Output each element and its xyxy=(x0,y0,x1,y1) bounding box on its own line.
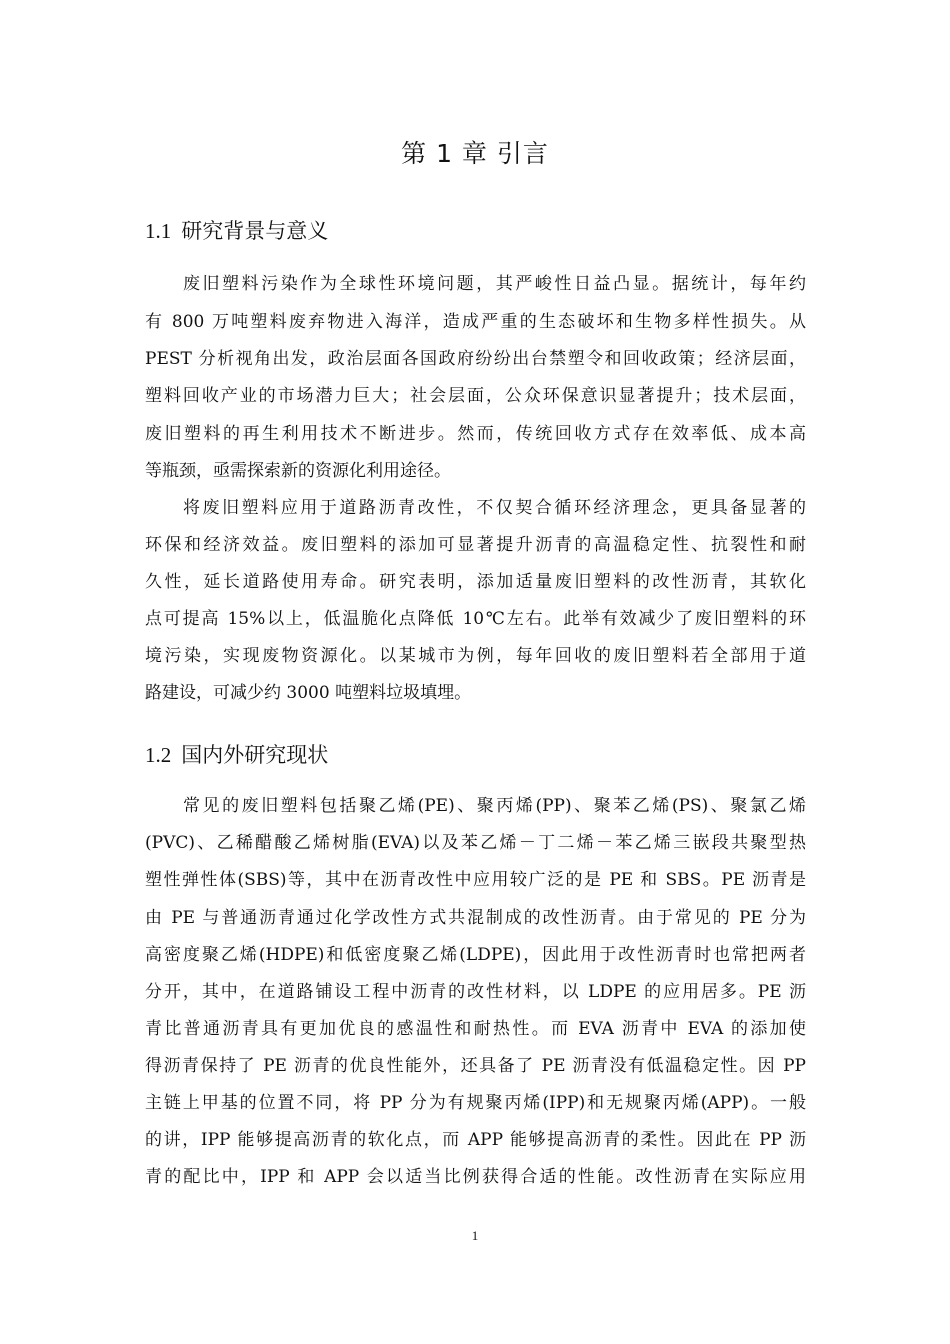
section-title: 国内外研究现状 xyxy=(181,743,329,767)
paragraph-line: 青比普通沥青具有更加优良的感温性和耐热性。而 EVA 沥青中 EVA 的添加使 xyxy=(145,1019,806,1039)
paragraph-line: 环保和经济效益。废旧塑料的添加可显著提升沥青的高温稳定性、抗裂性和耐 xyxy=(145,535,806,555)
paragraph-line: 的讲，IPP 能够提高沥青的软化点，而 APP 能够提高沥青的柔性。因此在 PP 沥 xyxy=(145,1130,806,1150)
section-number: 1.2 xyxy=(145,743,172,767)
paragraph-line: 等瓶颈，亟需探索新的资源化利用途径。 xyxy=(145,461,451,481)
paragraph-line: 久性，延长道路使用寿命。研究表明，添加适量废旧塑料的改性沥青，其软化 xyxy=(145,572,806,592)
paragraph-line: 主链上甲基的位置不同，将 PP 分为有规聚丙烯(IPP)和无规聚丙烯(APP)。一般 xyxy=(145,1093,806,1113)
paragraph-line: 将废旧塑料应用于道路沥青改性，不仅契合循环经济理念，更具备显著的 xyxy=(183,498,806,518)
paragraph-line: 得沥青保持了 PE 沥青的优良性能外，还具备了 PE 沥青没有低温稳定性。因 PP xyxy=(145,1056,806,1076)
paragraph-line: (PVC)、乙稀醋酸乙烯树脂(EVA)以及苯乙烯－丁二烯－苯乙烯三嵌段共聚型热 xyxy=(145,833,806,853)
paragraph-line: 常见的废旧塑料包括聚乙烯(PE)、聚丙烯(PP)、聚苯乙烯(PS)、聚氯乙烯 xyxy=(183,796,806,816)
paragraph-line: 有 800 万吨塑料废弃物进入海洋，造成严重的生态破坏和生物多样性损失。从 xyxy=(145,312,806,332)
paragraph-line: 高密度聚乙烯(HDPE)和低密度聚乙烯(LDPE)，因此用于改性沥青时也常把两者 xyxy=(145,945,806,965)
page-number: 1 xyxy=(471,1228,479,1243)
paragraph-line: 塑性弹性体(SBS)等，其中在沥青改性中应用较广泛的是 PE 和 SBS。PE 沥青是 xyxy=(145,870,806,890)
section-heading-1-1 xyxy=(145,216,328,246)
section-title: 研究背景与意义 xyxy=(181,219,329,243)
paragraph-line: 点可提高 15%以上，低温脆化点降低 10℃左右。此举有效减少了废旧塑料的环 xyxy=(145,609,806,629)
chapter-title: 第 1 章 引言 xyxy=(401,139,549,168)
section-number: 1.1 xyxy=(145,219,172,243)
paragraph-line: 由 PE 与普通沥青通过化学改性方式共混制成的改性沥青。由于常见的 PE 分为 xyxy=(145,908,806,928)
paragraph-line: 青的配比中，IPP 和 APP 会以适当比例获得合适的性能。改性沥青在实际应用 xyxy=(145,1167,806,1187)
section-heading-1-2 xyxy=(145,740,328,770)
paragraph-line: 路建设，可减少约 3000 吨塑料垃圾填埋。 xyxy=(145,683,472,703)
paragraph-line: PEST 分析视角出发，政治层面各国政府纷纷出台禁塑令和回收政策；经济层面， xyxy=(145,349,806,369)
paragraph-line: 塑料回收产业的市场潜力巨大；社会层面，公众环保意识显著提升；技术层面， xyxy=(145,386,806,406)
paragraph-line: 废旧塑料污染作为全球性环境问题，其严峻性日益凸显。据统计，每年约 xyxy=(183,274,806,294)
paragraph-line: 废旧塑料的再生利用技术不断进步。然而，传统回收方式存在效率低、成本高 xyxy=(145,424,806,444)
paragraph-line: 境污染，实现废物资源化。以某城市为例，每年回收的废旧塑料若全部用于道 xyxy=(145,646,806,666)
paragraph-line: 分开，其中，在道路铺设工程中沥青的改性材料，以 LDPE 的应用居多。PE 沥 xyxy=(145,982,806,1002)
